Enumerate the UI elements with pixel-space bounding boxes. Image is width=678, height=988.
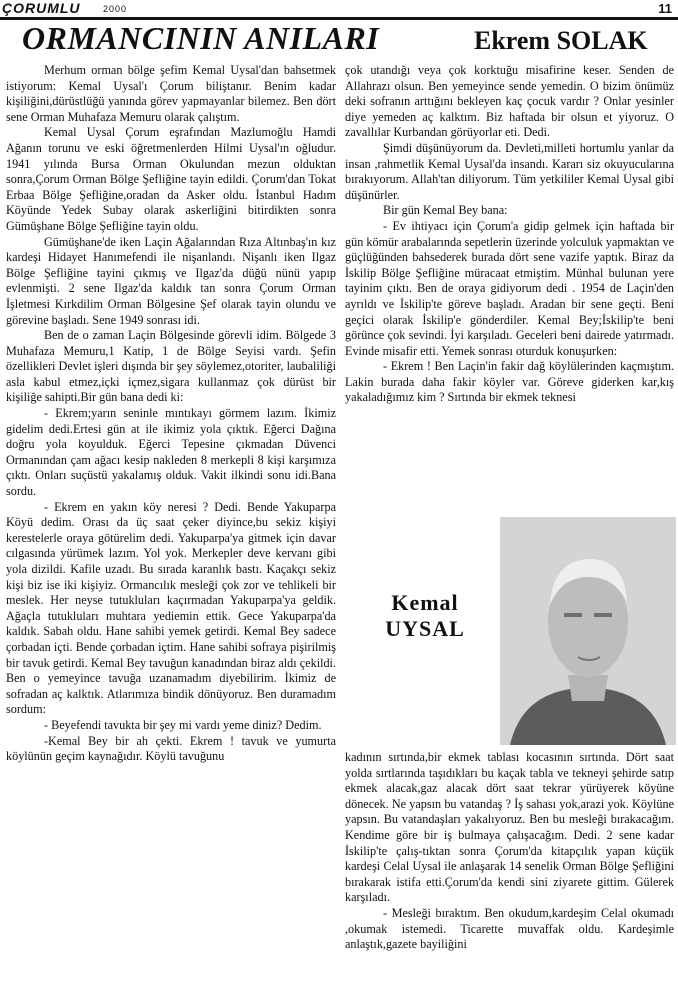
paragraph: - Ekrem ! Ben Laçin'in fakir dağ köylülerinden kaçmıştım. Lakin burada daha fakir köyler var. Göreve giderken kar,kış yakaladığımız kim ? Sırtında bir ekmek teknesi xyxy=(345,359,674,405)
paragraph: çok utandığı veya çok korktuğu misafirine keser. Senden de Allahrazı olsun. Ben yemeyince sende yemedin. O bizim önümüz deki sofranın arttığını bekleyen kaç çocuk vardır ? Onlar yesinler diye yemeden aç kalktım. Biz haftada bir olsun et yiyoruz. O zavallılar Kurbandan görüyorlar eti. Dedi. xyxy=(345,63,674,140)
paragraph: Ben de o zaman Laçin Bölgesinde görevli idim. Bölgede 3 Muhafaza Memuru,1 Katip, 1 de Bölge Seyisi vardı. Şefin özellikleri Devlet işleri dışında bir şey söylemez,otoriter, laubaliliği asla kabul etmez,içki içmez,sigara kullanmaz çok dürüst bir kişiliğe sahipti.Bir gün bana dedi ki: xyxy=(6,328,336,405)
portrait-photo-image xyxy=(500,517,676,745)
paragraph: Bir gün Kemal Bey bana: xyxy=(383,203,508,218)
article-column-2 xyxy=(345,63,674,406)
article-column-3 xyxy=(345,750,674,953)
newspaper-logo: ÇORUMLU xyxy=(2,0,81,16)
paragraph: kadının sırtında,bir ekmek tablası kocasının sırtında. Dört saat yolda sırtlarında taşıdıkları bu kaçak tabla ve tekneyi şehirde satıp ekmek alacak,gaz alacak dört saat tekrar yürüyerek köyüne dönecek. Ne yapsın bu vatandaş ? İş sahası yok,arazi yok. Köylüne yapsın. Bu vatandaşları yakalıyoruz. Ben bu mesleği bırakacağım. Kendime göre bir iş bulmaya çalışacağım. Dedi. 2 sene kadar İskilip'te çalış-tıktan sonra Çorum'da kitapçılık yapan küçük kardeşi Celal Uysal ile anlaşarak 14 senelik Orman Bölge Şefliğini bırakarak istifa etti.Çorum'da kendi sini ziyarete gittim. Gülerek karşıladı. xyxy=(345,750,674,905)
paragraph: - Ev ihtiyacı için Çorum'a gidip gelmek için haftada bir gün kömür arabalarında sepetlerin üzerinde yolculuk yapmaktan ve güçlüğünden bahsederek burada dört sene vazife yaptık. Biraz da İskilip Bölge Şefliğine müracaat etmiştim. Münhal bulunan yere tayinim çıktı. Ben de oraya gidiyorum dedi . 1954 de Laçin'den ayrıldı ve İskilip'te göreve başladı. Aradan bir sene geçti. Beni geçici olarak İskilip'e gönderdiler. Kemal Bey;İskilip'te beni görünce çok sevindi. İyi karşıladı. Geceleri beni dairede yatırmadı. Evinde misafir etti. Yemek sonrası oturduk konuşurken: xyxy=(345,218,674,358)
article-title: ORMANCININ ANILARI xyxy=(22,20,380,56)
paragraph: - Ekrem en yakın köy neresi ? Dedi. Bende Yakuparpa Köyü dedim. Orası da üç saat çeker diyince,bu sekiz kişiyi kerestelerle oraya götürelim dedi. Yakuparpa'ya gitmek için davar cılgasında yürümek lazım. Yol yok. Merkepler deve kervanı gibi yola dizildi. Kafile uzadı. Bu sırada karanlık bastı. Kaçakçı sekiz kişi biz ise iki kişiyiz. Ormancılık mesleği çok zor ve tehlikeli bir meslek. Her neyse tutukluları kaçırmadan Yakuparpa'ya geldik. Ağaçla tutukluları muhtara yediemin ettik. Gece Yakuparpa'da kaldık. Sabah oldu. Hane sahibi yemek getirdi. Kemal Bey sadece çorbadan içti. Bende çorbadan içtim. Hane sahibi sofraya pişirilmiş bir tavuk getirdi. Kemal Bey tavuğun kanadından biraz aldı çekildi. Ben o yemeyince tavuğa uzanamadım diyebilirim. İkimiz de sofradan aç kalktık. Atlarımıza bindik dönüyoruz. Ben duramadım sordum: xyxy=(6,499,336,717)
article-author: Ekrem SOLAK xyxy=(474,26,648,55)
paragraph: Şimdi düşünüyorum da. Devleti,milleti hortumlu yanlar da insan ,rahmetlik Kemal Uysal'da insandı. Kararı siz okuyucularına bırakıyorum. Allah'tan diliyorum. Tüm yetkililer Kemal Uysal gibi düşünürler. xyxy=(345,140,674,202)
paragraph: - Beyefendi tavukta bir şey mi vardı yeme diniz? Dedim. xyxy=(44,717,322,732)
caption-last-name: UYSAL xyxy=(385,616,465,641)
paragraph: - Ekrem;yarın seninle mıntıkayı görmem lazım. İkimiz gidelim dedi.Ertesi gün at ile ikimiz yola çıktık. Eğerci Dağına doğru yola koyulduk. Eğerci Tepesine çıkmadan Düvenci Ormanından çam ağacı kesip nakleden 8 merkepli 8 kişi karşımıza çıktı. Onları suçüstü yakalamış olduk. Vakit ilkindi sonu idi.Bana sordu. xyxy=(6,406,336,499)
paragraph: Gümüşhane'de iken Laçin Ağalarından Rıza Altınbaş'ın kız kardeşi Hidayet Hanımefendi ile nişanlandı. Nişanlı iken Ilgaz Bölge Şefliğine tayini çıkmış ve Ilgaz'da düğü nünü yapıp evlenmişti. 2 sene Ilgaz'da kaldık tan sonra Çorum Orman İşletmesi Kırkdilim Orman Bölgesine Şef olarak tayin olundu ve görevine başladı. Sene 1949 sonrası idi. xyxy=(6,234,336,327)
page-number: 11 xyxy=(658,1,672,16)
paragraph: -Kemal Bey bir ah çekti. Ekrem ! tavuk ve yumurta köylünün geçim kaynağıdır. Köylü tavuğunu xyxy=(6,733,336,764)
page-header xyxy=(0,0,678,18)
article-column-1 xyxy=(6,63,336,765)
paragraph: - Mesleği bıraktım. Ben okudum,kardeşim Celal okumadı ,okumak istemedi. Ticarette muvaffak oldu. Kardeşimle anlaştık,gazete bayiliğini xyxy=(345,905,674,952)
photo-caption xyxy=(360,590,490,642)
paragraph: Kemal Uysal Çorum eşrafından Mazlumoğlu Hamdi Ağanın torunu ve eski öğretmenlerden Hilmi Uysal'ın oğludur. 1941 yılında Bursa Orman Okulundan mezun olduktan sonra,Çorum Orman Bölge Şefliğine tayin edildi. Çorum'dan Tokat Erbaa Bölge Şefliğine,oradan da Asker oldu. İstanbul Hadım Köyünde Yedek Subay olarak askerliğini bitirdikten sonra Gümüşhane Bölge Şefliğine tayin oldu. xyxy=(6,125,336,233)
portrait-photo xyxy=(500,517,676,745)
caption-first-name: Kemal xyxy=(391,590,459,615)
newspaper-year: 2000 xyxy=(103,4,128,14)
paragraph: Merhum orman bölge şefim Kemal Uysal'dan bahsetmek istiyorum: Kemal Uysal'ı Çorum biliştanır. Benim kadar kişiliğini,dürüstlüğü yanında görev yapmayanlar bilemez. Ben dört sene Orman Muhafaza Memuru olarak çalıştım. xyxy=(6,63,336,124)
